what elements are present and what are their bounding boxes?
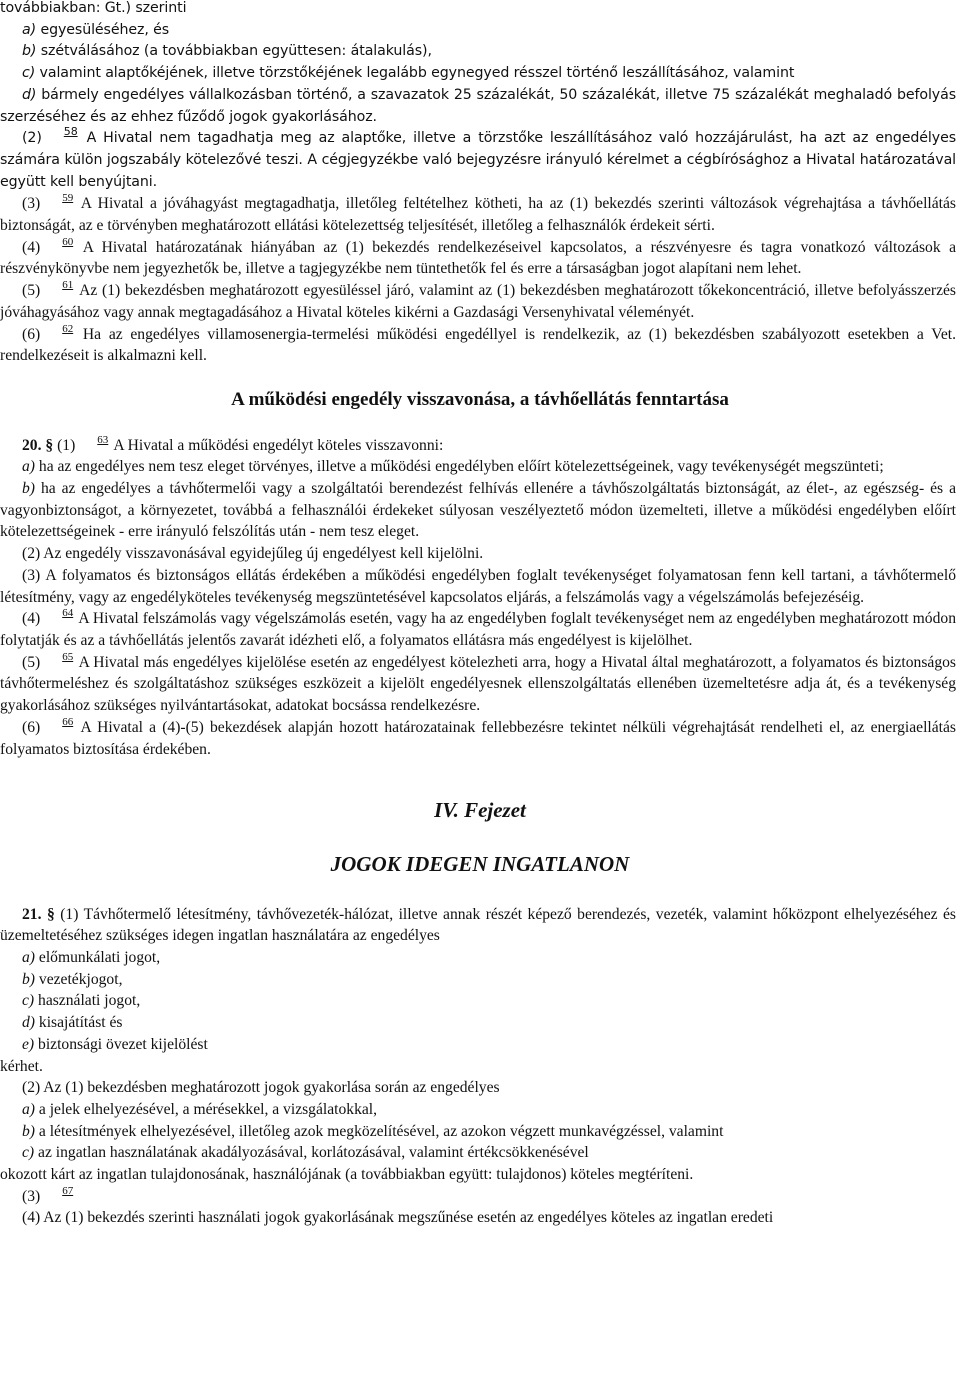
paragraph-text: használati jogot, [34,992,141,1010]
paragraph [0,1186,956,1208]
footnote-ref[interactable]: 65 [62,650,74,663]
footnote-ref[interactable]: 61 [62,279,74,292]
paragraph [0,324,956,367]
paragraph [0,565,956,608]
paragraph-text: (3) A folyamatos és biztonságos ellátás érdekében a működési engedélyben foglalt tevékenységet folyamatosan fenn kell tartani, a távhőtermelő létesítmény, vagy az engedélyköteles tevékenység megszüntetésével kapcsolatos eljárás, a felszámolás vagy a végelszámolás befejezéséig. [0,566,956,606]
paragraph-text: (5) [22,653,41,671]
paragraph [0,904,956,947]
paragraph-text: (3) [22,1187,41,1205]
paragraph-text: okozott kárt az ingatlan tulajdonosának, használójának (a továbbiakban együtt: tulajdonos) köteles megtéríteni. [0,1166,694,1184]
paragraph [0,280,956,323]
footnote-ref[interactable]: 62 [62,322,74,335]
paragraph-group-19 [0,0,960,367]
paragraph-text: a jelek elhelyezésével, a mérésekkel, a vizsgálatokkal, [35,1100,378,1118]
paragraph [0,1099,956,1121]
paragraph-text: az ingatlan használatának akadályozásával, korlátozásával, valamint értékcsökkenésével [34,1144,589,1162]
list-marker: a) [22,1100,35,1118]
paragraph-text: (3) [22,195,41,213]
paragraph [0,608,956,651]
paragraph [0,0,956,20]
paragraph [0,1077,956,1099]
section-number: § [41,905,61,923]
paragraph-text: továbbiakban: Gt.) szerinti [0,0,187,16]
paragraph-text: egyesüléséhez, és [36,21,170,38]
paragraph-text: ha az engedélyes nem tesz eleget törvényes, illetve a működési engedélyben előírt kötelezettségeinek, vagy tevékenységét megszünteti; [35,458,884,476]
paragraph [0,456,956,478]
paragraph [0,1034,956,1056]
list-marker: b) [22,43,37,60]
footnote-ref[interactable]: 64 [62,607,74,620]
paragraph-text: a létesítmények elhelyezésével, illetőleg azok megközelítésével, az azokon végzett munkavégzéssel, valamint [35,1122,724,1140]
list-marker: c) [22,992,35,1010]
paragraph [0,193,956,236]
paragraph-text: A Hivatal a jóváhagyást megtagadhatja, illetőleg feltételhez kötheti, ha az (1) bekezdés szerinti változások végrehajtása a távhőellátás biztonságát, az e törvényben meghatározott ellátási kötelezettség teljesítését, illetőleg a felhasználók érdekeit sérti. [0,195,956,235]
section-number: 21. [22,905,42,923]
list-marker: b) [22,1122,35,1140]
list-marker: d) [22,1014,35,1032]
paragraph-text: A Hivatal határozatának hiányában az (1) bekezdés rendelkezéseivel kapcsolatos, a részvényesre és tagra vonatkozó változások a részvénykönyvbe nem jegyezhetők be, illetve a tagjegyzékbe nem tüntethetők fel és erre a társaságban jogot alapítani nem lehet. [0,238,956,278]
section-number: § [41,436,58,454]
footnote-ref[interactable]: 66 [62,715,74,728]
paragraph-text: Ha az engedélyes villamosenergia-termelési működési engedéllyel is rendelkezik, az (1) bekezdésben szabályozott esetekben a Vet. rendelkezéseit is alkalmazni kell. [0,325,956,365]
paragraph-text: A Hivatal a (4)-(5) bekezdések alapján hozott határozatainak fellebbezésre tekintet nélküli végrehajtását rendelheti el, az energiaellátás folyamatos biztosítása érdekében. [0,718,956,758]
footnote-ref[interactable]: 60 [62,235,74,248]
paragraph [0,1012,956,1034]
paragraph [0,41,956,63]
paragraph-text: (6) [22,325,41,343]
paragraph [0,947,956,969]
chapter-title: JOGOK IDEGEN INGATLANON [330,851,630,876]
paragraph-text: (1) [57,436,76,454]
section-number: 20. [22,436,42,454]
list-marker: c) [22,1144,35,1162]
list-marker: a) [22,458,35,476]
paragraph [0,543,956,565]
list-marker: b) [22,970,35,988]
paragraph-text: Az (1) bekezdésben meghatározott egyesüléssel járó, valamint az (1) bekezdésben meghatározott tőkekoncentráció, illetve befolyásszerzés jóváhagyásához vagy annak megtagadásához a Hivatal köteles kikérni a Gazdasági Versenyhivatal véleményét. [0,282,956,321]
paragraph [0,990,956,1012]
paragraph-text: (2) [22,130,42,147]
paragraph [0,652,956,717]
footnote-ref[interactable]: 58 [63,125,78,139]
paragraph-text: valamint alaptőkéjének, illetve törzstőkéjének legalább egynegyed résszel történő leszállításához, valamint [35,65,795,82]
paragraph [0,717,956,760]
paragraph-text: (4) Az (1) bekezdés szerinti használati jogok gyakorlásának megszűnése esetén az engedélyes köteles az ingatlan eredeti [22,1209,774,1227]
paragraph-text: (1) Távhőtermelő létesítmény, távhővezeték-hálózat, illetve annak részét képező berendezés, vezeték, valamint hőközpont elhelyezéséhez és üzemeltetéséhez szükséges idegen ingatlan használatára az engedélyes [0,905,957,945]
paragraph [0,1207,956,1229]
paragraph-text: szétválásához (a továbbiakban együttesen: átalakulás), [36,43,432,60]
paragraph-text: A Hivatal más engedélyes kijelölése esetén az engedélyest kötelezheti arra, hogy a Hivatal által meghatározott, a folyamatos és biztonságos távhőtermeléshez és szolgáltatáshoz szükséges eszközeit a kijelölt engedélyesnek ellenszolgáltatás ellenében üzemeltetésre adja át, és a tevékenység gyakorlásához szükséges nyilvántartásokat, adatokat bocsássa rendelkezésre. [0,653,956,715]
paragraph [0,237,956,280]
paragraph [0,1164,956,1186]
paragraph-group-21 [0,904,960,1230]
list-marker: c) [22,65,36,82]
paragraph [0,63,956,85]
paragraph-text: A Hivatal felszámolás vagy végelszámolás esetén, vagy ha az engedélyben foglalt tevékenységet nem az engedélyben meghatározott módon folytatják és az a távhőellátás jelentős zavarát idézheti elő, a folyamatos ellátásra más engedélyest is kijelölhet. [0,610,956,649]
paragraph-text: előmunkálati jogot, [35,949,161,967]
paragraph-text: kérhet. [0,1057,43,1075]
paragraph [0,1121,956,1143]
paragraph-text: ha az engedélyes a távhőtermelői vagy a szolgáltatói berendezést felhívás ellenére a távhőszolgáltatás biztonságát, az élet-, az egészség- és a vagyonbiztonságot, a környezetet, továbbá a felhasználói érdekeket súlyosan veszélyeztető módon üzemelteti, illetve a működési engedélyben előírt kötelezettségeinek - erre irányuló felszólítás után - nem tesz eleget. [0,480,956,541]
paragraph [0,85,956,128]
paragraph-text: vezetékjogot, [35,970,123,988]
list-marker: e) [22,1035,35,1053]
paragraph [0,1142,956,1164]
footnote-ref[interactable]: 59 [62,192,74,205]
paragraph-text: A Hivatal a működési engedélyt köteles visszavonni: [110,436,444,454]
list-marker: a) [22,21,37,38]
list-marker: a) [22,949,35,967]
paragraph [0,969,956,991]
paragraph-text: biztonsági övezet kijelölést [34,1035,208,1053]
paragraph-group-20 [0,435,960,761]
section-heading: A működési engedély visszavonása, a távhőellátás fenntartása [231,388,729,410]
chapter-number: IV. Fejezet [434,798,526,823]
paragraph-text: A Hivatal nem tagadhatja meg az alaptőke, illetve a törzstőke leszállításához való hozzájárulást, ha azt az engedélyes számára külön jogszabály kötelezővé teszi. A cégjegyzékbe való bejegyzésre irányuló kérelmet a cégbírósághoz a Hivatal határozatával együtt kell benyújtani. [0,130,956,190]
paragraph [0,478,956,543]
paragraph-text: (2) Az engedély visszavonásával egyidejűleg új engedélyest kell kijelölni. [22,545,484,563]
paragraph [0,125,956,193]
paragraph [0,435,956,457]
list-marker: d) [22,86,37,103]
paragraph [0,20,956,42]
paragraph-text: kisajátítást és [35,1014,123,1032]
paragraph-text: (6) [22,718,41,736]
paragraph [0,1056,956,1078]
footnote-ref[interactable]: 63 [97,433,109,446]
list-marker: b) [22,480,35,498]
paragraph-text: (5) [22,282,41,300]
paragraph-text: (2) Az (1) bekezdésben meghatározott jogok gyakorlása során az engedélyes [22,1079,500,1097]
paragraph-text: (4) [22,610,41,628]
paragraph-text: bármely engedélyes vállalkozásban történő, a szavazatok 25 százalékát, 50 százalékát, illetve 75 százalékát meghaladó befolyás szerzéséhez és az ehhez fűződő jogok gyakorlásához. [0,86,956,125]
paragraph-text: (4) [22,238,41,256]
footnote-ref[interactable]: 67 [62,1184,74,1197]
